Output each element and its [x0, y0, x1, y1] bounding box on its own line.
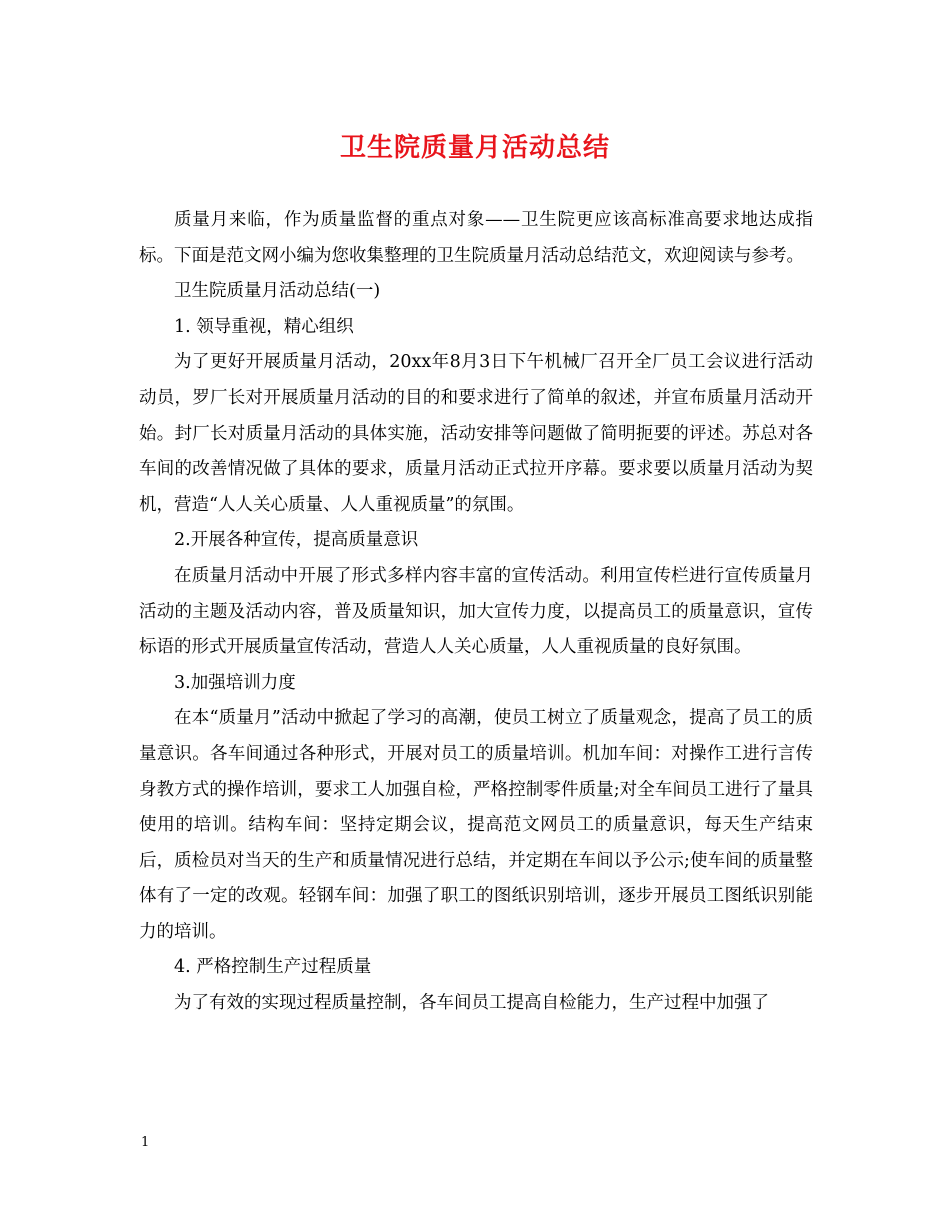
- subheading-4: 4. 严格控制生产过程质量: [174, 957, 372, 978]
- body-paragraph-3: 在本“质量月”活动中掀起了学习的高潮，使员工树立了质量观念，提高了员工的质量意识。各车间通过各种形式，开展对员工的质量培训。机加车间：对操作工进行言传身教方式的操作培训，要求工人加强自检，严格控制零件质量;对全车间员工进行了量具使用的培训。结构车间：坚持定期会议，提高范文网员工的质量意识，每天生产结束后，质检员对当天的生产和质量情况进行总结，并定期在车间以予公示;使车间的质量整体有了一定的改观。轻钢车间：加强了职工的图纸识别培训，逐步开展员工图纸识别能力的培训。: [139, 708, 813, 942]
- page-number: 1: [141, 1135, 150, 1150]
- subheading-2: 2.开展各种宣传，提高质量意识: [174, 530, 419, 551]
- subheading-3: 3.加强培训力度: [174, 672, 296, 693]
- intro-paragraph: 质量月来临，作为质量监督的重点对象——卫生院更应该高标准高要求地达成指标。下面是范文网小编为您收集整理的卫生院质量月活动总结范文，欢迎阅读与参考。: [139, 210, 813, 266]
- body-paragraph-2: 在质量月活动中开展了形式多样内容丰富的宣传活动。利用宣传栏进行宣传质量月活动的主题及活动内容，普及质量知识，加大宣传力度，以提高员工的质量意识，宣传标语的形式开展质量宣传活动，营造人人关心质量，人人重视质量的良好氛围。: [139, 565, 813, 658]
- section-heading: 卫生院质量月活动总结(一): [174, 281, 381, 302]
- body-paragraph-1: 为了更好开展质量月活动，20xx年8月3日下午机械厂召开全厂员工会议进行活动动员，罗厂长对开展质量月活动的目的和要求进行了简单的叙述，并宣布质量月活动开始。封厂长对质量月活动的具体实施，活动安排等问题做了简明扼要的评述。苏总对各车间的改善情况做了具体的要求，质量月活动正式拉开序幕。要求要以质量月活动为契机，营造“人人关心质量、人人重视质量”的氛围。: [139, 352, 813, 515]
- subheading-1: 1. 领导重视，精心组织: [174, 316, 354, 337]
- document-title: 卫生院质量月活动总结: [339, 133, 610, 163]
- document-body: [139, 203, 813, 1022]
- body-paragraph-4: 为了有效的实现过程质量控制，各车间员工提高自检能力，生产过程中加强了: [174, 993, 769, 1014]
